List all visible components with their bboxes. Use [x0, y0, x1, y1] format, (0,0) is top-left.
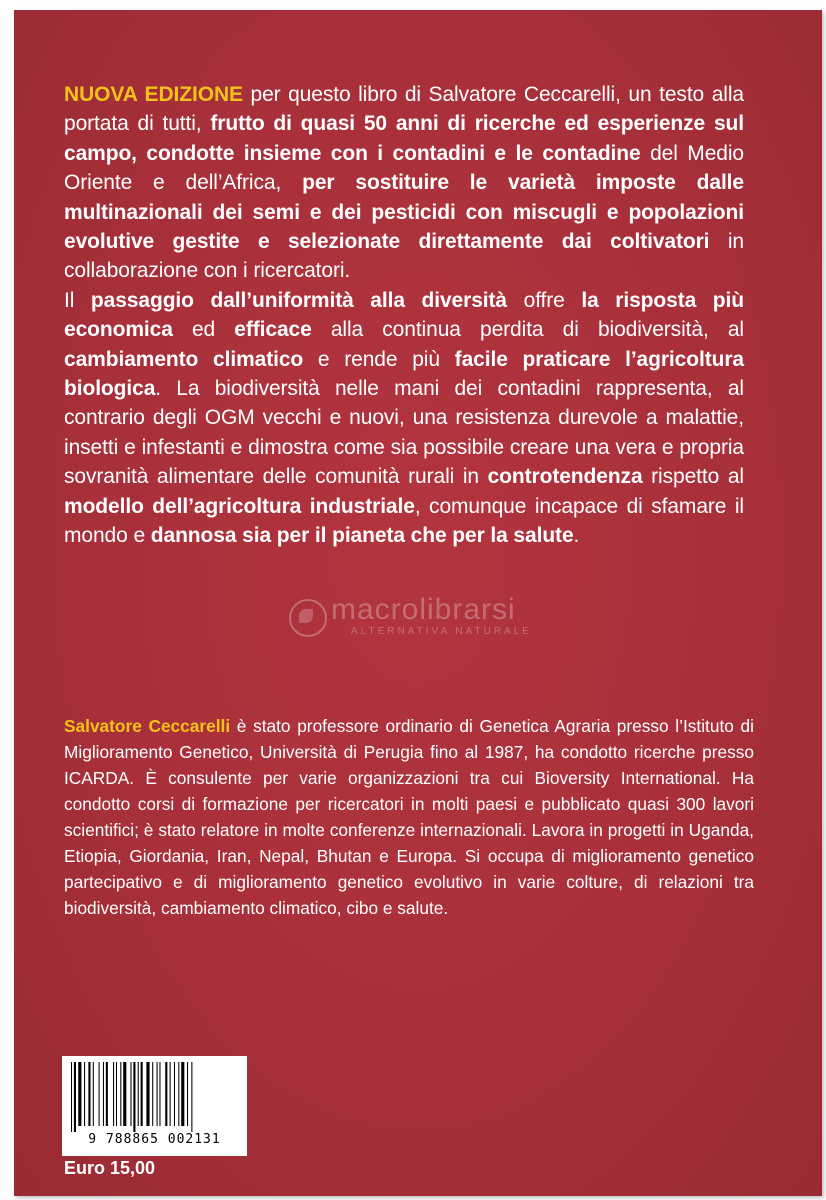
barcode-bar	[165, 1062, 167, 1126]
watermark-tagline: ALTERNATIVA NATURALE	[351, 626, 532, 637]
barcode-bar	[187, 1062, 188, 1126]
blurb	[64, 80, 744, 551]
text-run: e rende più	[303, 347, 455, 371]
text-run: , comunque incapace di sfamare il mondo e	[64, 494, 744, 548]
text-run: . La biodiversità nelle mani dei contadini rappresenta, al contrario degli OGM vecchi e nuovi, una resistenza durevole a malattie, insetti e infestanti e dimostra come sia possibile creare una vera e propria sovranità alimentare delle comunità rurali in	[64, 377, 744, 489]
barcode-bar	[178, 1062, 179, 1126]
barcode-bar	[191, 1062, 192, 1132]
price: Euro 15,00	[64, 1158, 156, 1178]
text-run: è stato professore ordinario di Genetica Agraria presso l’Istituto di Miglioramento Genetico, Università di Perugia fino al 1987, ha condotto ricerche presso ICARDA. È consulente per varie organizzazioni tra cui Bioversity International. Ha condotto corsi di formazione per ricercatori in molti paesi e pubblicato quasi 300 lavori scientifici; è stato relatore in molte conferenze internazionali. Lavora in progetti in Uganda, Etiopia, Giordania, Iran, Nepal, Bhutan e Europa. Si occupa di miglioramento genetico partecipativo e di miglioramento genetico evolutivo in varie colture, di relazioni tra biodiversità, cambiamento climatico, cibo e salute.	[64, 716, 754, 918]
barcode-bar	[78, 1062, 81, 1126]
barcode-bar	[88, 1062, 90, 1126]
barcode-bar	[116, 1062, 117, 1126]
barcode-bar	[84, 1062, 85, 1126]
text-run: alla continua perdita di biodiversità, al	[311, 318, 744, 342]
barcode-bar	[174, 1062, 175, 1126]
barcode-bar	[138, 1062, 139, 1126]
text-run: offre	[507, 288, 582, 312]
text-run: del Medio Oriente e dell’Africa,	[64, 141, 744, 195]
barcode-bar	[120, 1062, 121, 1126]
bold-text: facile praticare l’agricoltura biologica	[64, 347, 744, 401]
barcode-bar	[130, 1062, 131, 1126]
barcode-bar	[133, 1062, 135, 1132]
barcode-bar	[141, 1062, 143, 1126]
text-run: .	[573, 524, 580, 548]
barcode	[62, 1056, 247, 1156]
barcode-bar	[71, 1062, 72, 1132]
bold-text: frutto di quasi 50 anni di ricerche ed esperienze sul campo, condotte insieme con i contadini e le contadine	[64, 112, 744, 165]
highlight-text: NUOVA EDIZIONE	[64, 83, 243, 106]
bold-text: la risposta più economica	[64, 288, 744, 342]
bold-text: modello dell’agricoltura industriale	[64, 494, 415, 518]
barcode-bar	[103, 1062, 104, 1126]
barcode-bar	[113, 1062, 114, 1126]
bold-text: per sostituire le varietà imposte dalle multinazionali dei semi e dei pesticidi con miscugli e popolazioni evolutive gestite e selezionate direttamente dai coltivatori	[64, 171, 744, 254]
book-back-cover	[14, 10, 822, 1196]
barcode-bar	[106, 1062, 108, 1126]
author-bio	[64, 713, 754, 921]
barcode-bar	[93, 1062, 94, 1126]
barcode-bar	[123, 1062, 126, 1126]
text-run: rispetto al	[642, 465, 744, 489]
barcode-bar	[99, 1062, 100, 1126]
highlight-text: Salvatore Ceccarelli	[64, 716, 231, 736]
bold-text: dannosa sia per il pianeta che per la salute	[150, 524, 574, 548]
barcode-bar	[74, 1062, 76, 1132]
barcode-bars	[69, 1062, 240, 1132]
watermark-logo	[289, 593, 589, 653]
watermark-name: macrolibrarsi	[331, 593, 516, 626]
text-run: ed	[172, 318, 235, 342]
text-run: per questo libro di Salvatore Ceccarelli, un testo alla portata di tutti,	[64, 83, 744, 136]
barcode-bar	[146, 1062, 149, 1126]
barcode-bar	[170, 1062, 171, 1126]
barcode-bar	[181, 1062, 184, 1126]
bold-text: cambiamento climatico	[64, 347, 304, 371]
bold-text: controtendenza	[487, 465, 643, 489]
text-run: in collaborazione con i ricercatori.	[64, 230, 744, 283]
barcode-bar	[152, 1062, 153, 1126]
blurb-paragraph-1	[64, 80, 744, 286]
isbn-number: 9 788865 002131	[88, 1132, 221, 1147]
leaf-logo-icon	[289, 599, 327, 637]
text-run: Il	[64, 288, 91, 312]
barcode-bar	[159, 1062, 160, 1126]
barcode-bar	[157, 1062, 158, 1126]
bold-text: efficace	[234, 318, 312, 342]
blurb-paragraph-2	[64, 286, 744, 551]
bold-text: passaggio dall’uniformità alla diversità	[90, 288, 507, 312]
